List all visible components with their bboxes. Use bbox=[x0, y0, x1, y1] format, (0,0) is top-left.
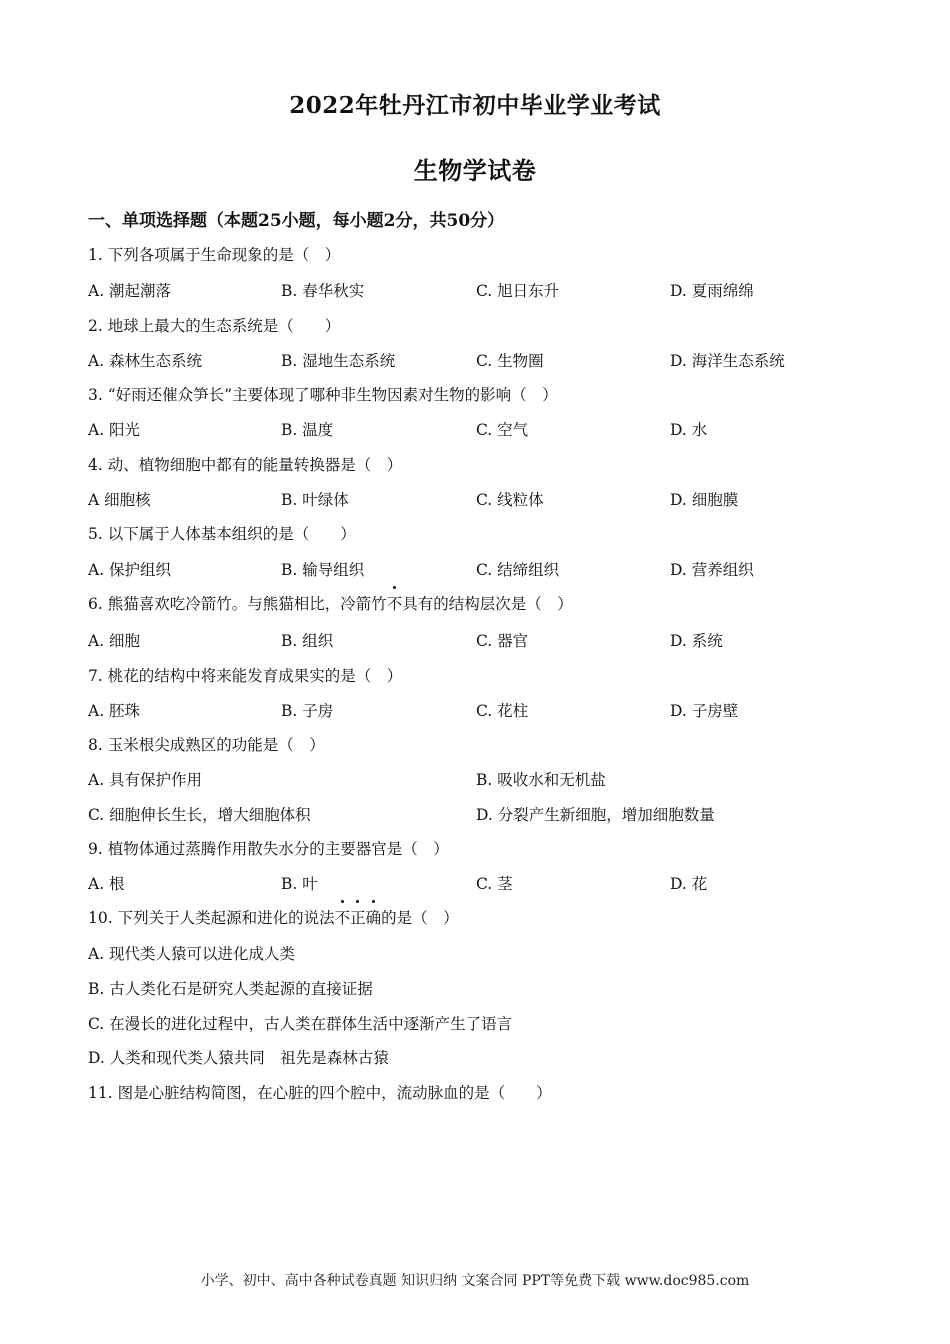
q3-option-d: D. 水 bbox=[670, 421, 708, 439]
q5-option-b: B. 输导组织 bbox=[281, 561, 365, 579]
q5-option-d: D. 营养组织 bbox=[670, 561, 754, 579]
q7-option-c: C. 花柱 bbox=[476, 702, 529, 720]
q9-option-c: C. 茎 bbox=[476, 875, 513, 893]
q1-option-d: D. 夏雨绵绵 bbox=[670, 282, 754, 300]
q2-option-c: C. 生物圈 bbox=[476, 352, 544, 370]
question-8-stem: 8. 玉米根尖成熟区的功能是（ ） bbox=[88, 736, 325, 754]
q6-option-a: A. 细胞 bbox=[88, 632, 141, 650]
section-heading: 一、单项选择题（本题25小题，每小题2分，共50分） bbox=[88, 211, 505, 231]
q10-option-a: A. 现代类人猿可以进化成人类 bbox=[88, 945, 296, 963]
question-1-stem: 1. 下列各项属于生命现象的是（ ） bbox=[88, 246, 341, 264]
q9-option-d: D. 花 bbox=[670, 875, 708, 893]
q3-option-a: A. 阳光 bbox=[88, 421, 141, 439]
q5-option-c: C. 结缔组织 bbox=[476, 561, 560, 579]
question-2-stem: 2. 地球上最大的生态系统是（ ） bbox=[88, 317, 341, 335]
q2-option-b: B. 湿地生态系统 bbox=[281, 352, 396, 370]
q8-option-a: A. 具有保护作用 bbox=[88, 771, 203, 789]
q1-option-c: C. 旭日东升 bbox=[476, 282, 560, 300]
q6-stem-part1: 6. 熊猫喜欢吃冷箭竹。与熊猫相比，冷箭竹 bbox=[88, 595, 387, 613]
q4-option-a: A 细胞核 bbox=[88, 491, 151, 509]
q6-emphasis-char: 不 bbox=[387, 592, 403, 614]
q6-option-b: B. 组织 bbox=[281, 632, 334, 650]
q3-option-b: B. 温度 bbox=[281, 421, 334, 439]
question-10-stem bbox=[88, 906, 459, 928]
q3-option-c: C. 空气 bbox=[476, 421, 529, 439]
page-footer: 小学、初中、高中各种试卷真题 知识归纳 文案合同 PPT等免费下载 www.doc985.com bbox=[200, 1273, 750, 1289]
q9-option-b: B. 叶 bbox=[281, 875, 318, 893]
q10-emphasis-char-1: 不 bbox=[335, 906, 351, 928]
q6-option-d: D. 系统 bbox=[670, 632, 723, 650]
question-7-stem: 7. 桃花的结构中将来能发育成果实的是（ ） bbox=[88, 667, 403, 685]
question-9-stem: 9. 植物体通过蒸腾作用散失水分的主要器官是（ ） bbox=[88, 840, 449, 858]
q1-option-b: B. 春华秋实 bbox=[281, 282, 365, 300]
question-5-stem: 5. 以下属于人体基本组织的是（ ） bbox=[88, 525, 356, 543]
q9-option-a: A. 根 bbox=[88, 875, 125, 893]
q10-option-c: C. 在漫长的进化过程中，古人类在群体生活中逐渐产生了语言 bbox=[88, 1015, 513, 1033]
q2-option-d: D. 海洋生态系统 bbox=[670, 352, 785, 370]
q7-option-a: A. 胚珠 bbox=[88, 702, 141, 720]
question-11-stem: 11. 图是心脏结构简图，在心脏的四个腔中，流动脉血的是（ ） bbox=[88, 1084, 552, 1102]
exam-subtitle: 生物学试卷 bbox=[413, 156, 537, 185]
q4-option-d: D. 细胞膜 bbox=[670, 491, 739, 509]
q10-option-d: D. 人类和现代类人猿共同 祖先是森林古猿 bbox=[88, 1049, 389, 1067]
q10-option-b: B. 古人类化石是研究人类起源的直接证据 bbox=[88, 980, 373, 998]
q5-option-a: A. 保护组织 bbox=[88, 561, 172, 579]
q1-option-a: A. 潮起潮落 bbox=[88, 282, 172, 300]
q4-option-b: B. 叶绿体 bbox=[281, 491, 349, 509]
q4-option-c: C. 线粒体 bbox=[476, 491, 544, 509]
q7-option-b: B. 子房 bbox=[281, 702, 334, 720]
q6-stem-part2: 具有的结构层次是（ ） bbox=[402, 595, 573, 613]
q8-option-d: D. 分裂产生新细胞，增加细胞数量 bbox=[476, 806, 715, 824]
q6-option-c: C. 器官 bbox=[476, 632, 529, 650]
question-4-stem: 4. 动、植物细胞中都有的能量转换器是（ ） bbox=[88, 456, 403, 474]
q10-emphasis-char-2: 正 bbox=[350, 906, 366, 928]
q10-stem-part1: 10. 下列关于人类起源和进化的说法 bbox=[88, 909, 335, 927]
exam-title: 2022年牡丹江市初中毕业学业考试 bbox=[289, 92, 661, 119]
q8-option-c: C. 细胞伸长生长，增大细胞体积 bbox=[88, 806, 311, 824]
q10-emphasis-char-3: 确 bbox=[366, 906, 382, 928]
q7-option-d: D. 子房壁 bbox=[670, 702, 739, 720]
q2-option-a: A. 森林生态系统 bbox=[88, 352, 203, 370]
question-6-stem bbox=[88, 592, 573, 614]
question-3-stem: 3. “好雨还催众笋长”主要体现了哪种非生物因素对生物的影响（ ） bbox=[88, 386, 558, 404]
q8-option-b: B. 吸收水和无机盐 bbox=[476, 771, 606, 789]
q10-stem-part2: 的是（ ） bbox=[381, 909, 459, 927]
